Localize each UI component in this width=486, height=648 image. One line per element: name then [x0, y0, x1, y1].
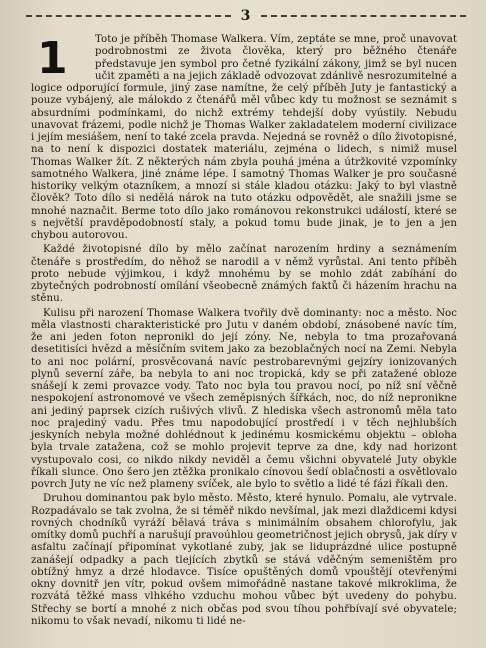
paragraph: Každé životopisné dílo by mělo začínat narozením hrdiny a seznámením čtenáře s prostředím, do něhož se narodil a v němž vyrůstal. Ani tento příběh proto nebude výjimkou, i když mnohému by se mohlo zdát zabíhání do zbytečných podrobností omílání všeobecně známých faktů či házením hrachu na stěnu. [31, 244, 457, 305]
paragraph: Kulisu při narození Thomase Walkera tvořily dvě dominanty: noc a město. Noc měla vlastnosti charakteristické pro Jutu v daném období, znásobené navíc tím, že ani jeden foton nepronikl do její zóny. Ne, nebyla to tma prozařovaná desetitisíci hvězd a měsíčním svitem jako za bezoblačných nocí na Zemi. Nebyla to ani noc polární, prosvěcovaná navíc pestrobarevnými gejzíry ionizovaných plynů severní záře, ba nebyla to ani noc tropická, kdy se při zatažené obloze snášejí k zemi provazce vody. Tato noc byla tou pravou nocí, po níž sní věčně nespokojení astronomové ve všech zeměpisných šířkách, noc, do níž nepronikne ani jediný paprsek cizích rušivých vlivů. Z hlediska všech astronomů měla tato noc prajediný vadu. Přes tmu napodobující prostředí i v těch nejhlubších jeskyních nebyla možné dohlédnout k jedinému kosmickému objektu – obloha byla trvale zatažena, což se mohlo projevit teprve za dne, kdy nad horizont vystupovalo cosi, co nikdo nikdy neviděl a čemu všichni obyvatelé Juty obykle říkali slunce. Ono šero jen ztěžka pronikalo cínovou šedí oblačnosti a osvětlovalo povrch Juty ne víc než plameny svíček, ale bylo to světlo a lidé té fázi říkali den. [31, 307, 457, 490]
page-number: 3 [240, 8, 252, 24]
header-rule-right [261, 15, 466, 17]
chapter-number: 1 [37, 33, 68, 84]
paragraph: Toto je příběh Thomase Walkera. Vím, zeptáte se mne, proč unavovat podrobnostmi ze života člověka, který pro běžného čtenáře představuje jen symbol pro četné fyzikální zákony, jimž se byl nucen učit zpaměti a na jejich základě odvozovat zdánlivě nesrozumitelné a logice odporující formule, jiný zase namítne, že celý příběh Juty je fantastický a pouze vybájený, ale málokdo z čtenářů měl vůbec kdy tu možnost se seznámit s absurdními podmínkami, do nichž extrémy tehdejší doby vyústily. Nebudu unavovat frázemi, podle nichž je Thomas Walker zakladatelem moderní civilizace i jejím mesiášem, není to také zcela pravda. Nejedná se rovněž o dílo životopisné, na to není k dispozici dostatek materiálu, zejména o lidech, s nimiž musel Thomas Walker žít. Z některých nám zbyla pouhá jména a útržkovité vzpomínky samotného Walkera, jiné známe lépe. I samotný Thomas Walker je pro současné historiky velkým otazníkem, a mnozí si stále kladou otázku: Jaký to byl vlastně člověk? Toto dílo si nedělá nárok na tuto otázku odpovědět, ale snažili jsme se mnohé naznačit. Berme toto dílo jako románovou rekonstrukci událostí, které se s největší pravděpodobností staly, a pokud tomu bude jinak, je to jen a jen chybou autorovou. [31, 34, 457, 241]
body-text [31, 34, 457, 628]
paragraph: Druhou dominantou pak bylo město. Město, které hynulo. Pomalu, ale vytrvale. Rozpadávalo se tak zvolna, že si téměř nikdo nevšímal, jak mezi dlaždicemi kdysi rovných chodníků vyráží bělavá tráva s minimálním obsahem chlorofylu, jak omítky domů puchří a narušují pravoúhlou geometričnost jejich obrysů, jak díry v asfaltu začínají připomínat vykotlané zuby, jak se liduprázdné ulice postupně zanášejí odpadky a pach tlejících zbytků se stává vděčným semeništěm pro obtížný hmyz a drzé hlodavce. Tisíce opuštěných domů vpouštějí otevřenými okny dovnitř jen vítr, pokud ovšem mimořádně nastane takové mikroklima, že rozvátá těžké mass vlhkého vzduchu mohou vůbec být uvedeny do pohybu. Střechy se bortí a mnohé z nich občas pod svou tíhou pohřbívají své obyvatele; nikomu to však nevadí, nikomu ti lidé ne- [31, 493, 457, 627]
page-header [26, 6, 466, 26]
header-rule-left [26, 15, 231, 17]
